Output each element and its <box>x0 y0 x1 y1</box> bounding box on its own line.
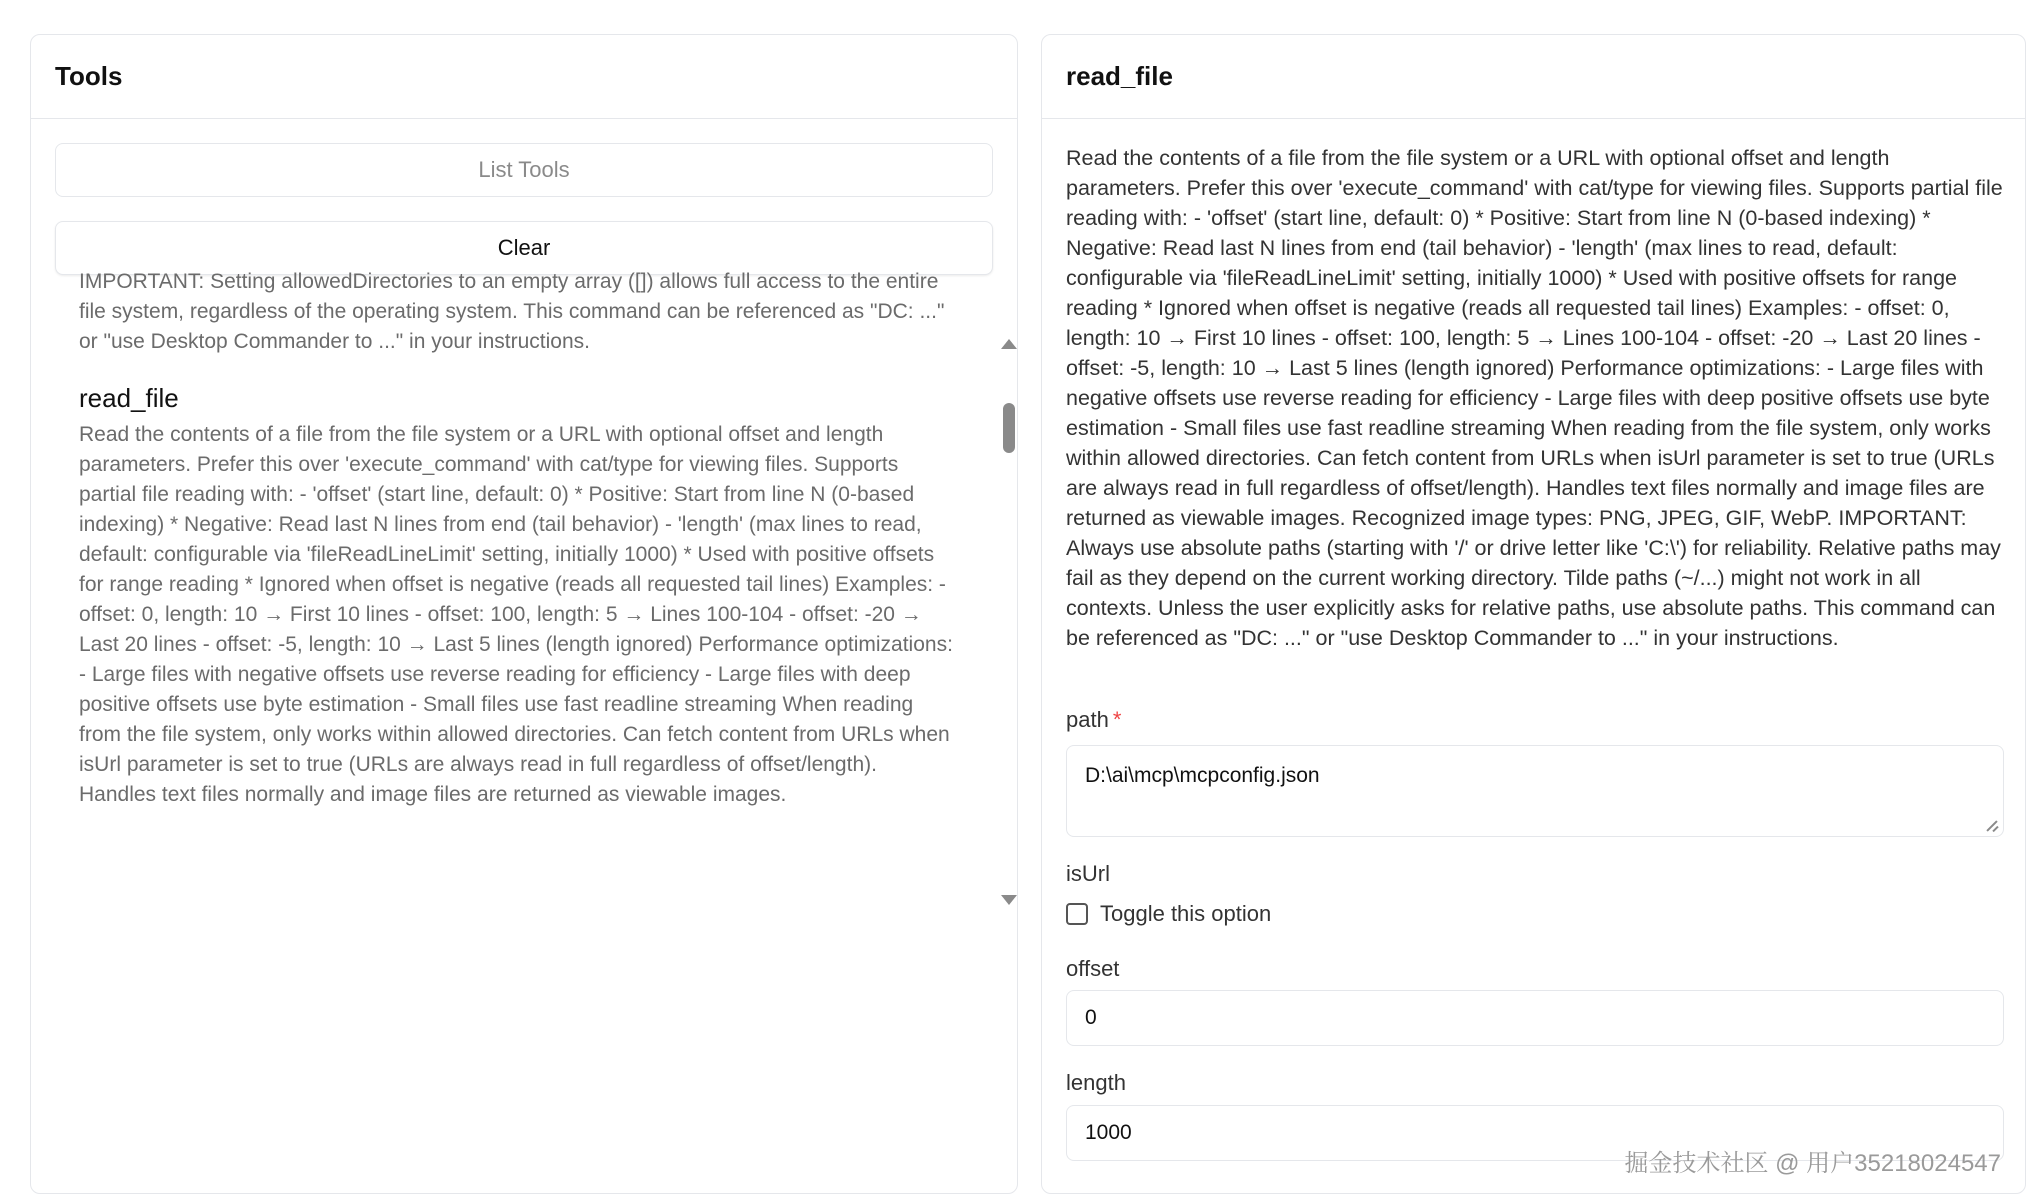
tool-item-description: IMPORTANT: Setting allowedDirectories to an empty array ([]) allows full access to the entire file system, regardless of the operating system. This command can be referenced as "DC: ..." or "use Desktop Commander to ..." in your instructions. <box>79 270 945 353</box>
isurl-toggle[interactable] <box>1066 901 1271 927</box>
required-mark: * <box>1112 707 1122 732</box>
tool-detail-panel <box>1041 34 2026 1194</box>
length-label: length <box>1066 1070 1126 1095</box>
tool-item-name: read_file <box>79 383 179 413</box>
watermark: 掘金技术社区 @ 用户35218024547 <box>1624 1150 2001 1177</box>
tools-panel <box>30 34 1018 1194</box>
isurl-label: isUrl <box>1066 861 1110 886</box>
tool-item-description: Read the contents of a file from the file system or a URL with optional offset and length parameters. Prefer this over 'execute_command' with cat/type for viewing files. Supports partial file reading with: - 'offset' (start line, default: 0) * Positive: Start from line N (0-based indexing) * Negative: Read last N lines from end (tail behavior) - 'length' (max lines to read, default: configurable via 'fileReadLineLimit' setting, initially 1000) * Used with positive offsets for range reading * Ignored when offset is negative (reads all requested tail lines) Examples: - offset: 0, length: 10 → First 10 lines - offset: 100, length: 5 → Lines 100-104 - offset: -20 → Last 20 lines - offset: -5, length: 10 → Last 5 lines (length ignored) Performance optimizations: - Large files with negative offsets use reverse reading for efficiency - Large files with deep positive offsets use byte estimation - Small files use fast readline streaming When reading from the file system, only works within allowed directories. Can fetch content from URLs when isUrl parameter is set to true (URLs are always read in full regardless of offset/length). Handles text files normally and image files are returned as viewable images. <box>79 423 953 806</box>
list-tools-button[interactable]: List Tools <box>55 143 993 197</box>
isurl-checkbox[interactable] <box>1066 903 1088 925</box>
isurl-toggle-label[interactable]: Toggle this option <box>1100 901 1272 926</box>
offset-input[interactable] <box>1066 990 2004 1046</box>
tool-detail-description: Read the contents of a file from the file system or a URL with optional offset and length parameters. Prefer this over 'execute_command' with cat/type for viewing files. Supports partial file reading with: - 'offset' (start line, default: 0) * Positive: Start from line N (0-based indexing) * Negative: Read last N lines from end (tail behavior) - 'length' (max lines to read, default: configurable via 'fileReadLineLimit' setting, initially 1000) * Used with positive offsets for range reading * Ignored when offset is negative (reads all requested tail lines) Examples: - offset: 0, length: 10 → First 10 lines - offset: 100, length: 5 → Lines 100-104 - offset: -20 → Last 20 lines - offset: -5, length: 10 → Last 5 lines (length ignored) Performance optimizations: - Large files with negative offsets use reverse reading for efficiency - Large files with deep positive offsets use byte estimation - Small files use fast readline streaming When reading from the file system, only works within allowed directories. Can fetch content from URLs when isUrl parameter is set to true (URLs are always read in full regardless of offset/length). Handles text files normally and image files are returned as viewable images. Recognized image types: PNG, JPEG, GIF, WebP. IMPORTANT: Always use absolute paths (starting with '/' or drive letter like 'C:\') for reliability. Relative paths may fail as they depend on the current working directory. Tilde paths (~/...) might not work in all contexts. Unless the user explicitly asks for relative paths, use absolute paths. This command can be referenced as "DC: ..." or "use Desktop Commander to ..." in your instructions. <box>1066 146 2003 650</box>
tool-item-read-file[interactable] <box>79 383 959 810</box>
offset-label: offset <box>1066 956 1120 981</box>
path-input-value: D:\ai\mcp\mcpconfig.json <box>1085 764 1320 787</box>
tool-item-previous[interactable] <box>79 267 959 357</box>
tool-list[interactable] <box>55 270 993 909</box>
length-input-value: 1000 <box>1085 1121 1132 1144</box>
resize-handle-icon[interactable] <box>1987 820 1999 832</box>
tools-panel-header <box>31 35 1017 119</box>
clear-button[interactable]: Clear <box>55 221 993 275</box>
tool-detail-header <box>1042 35 2025 119</box>
tools-panel-title: Tools <box>55 61 123 91</box>
scroll-thumb[interactable] <box>1003 403 1015 453</box>
scroll-down-arrow-icon[interactable] <box>1001 895 1017 905</box>
path-input[interactable] <box>1066 745 2004 837</box>
tool-list-scrollbar[interactable] <box>997 331 1021 909</box>
scroll-up-arrow-icon[interactable] <box>1001 339 1017 349</box>
tool-detail-title: read_file <box>1066 61 1173 91</box>
path-label <box>1066 707 1121 733</box>
tool-list-content <box>79 267 959 836</box>
path-label-text: path <box>1066 707 1109 732</box>
offset-input-value: 0 <box>1085 1006 1097 1029</box>
